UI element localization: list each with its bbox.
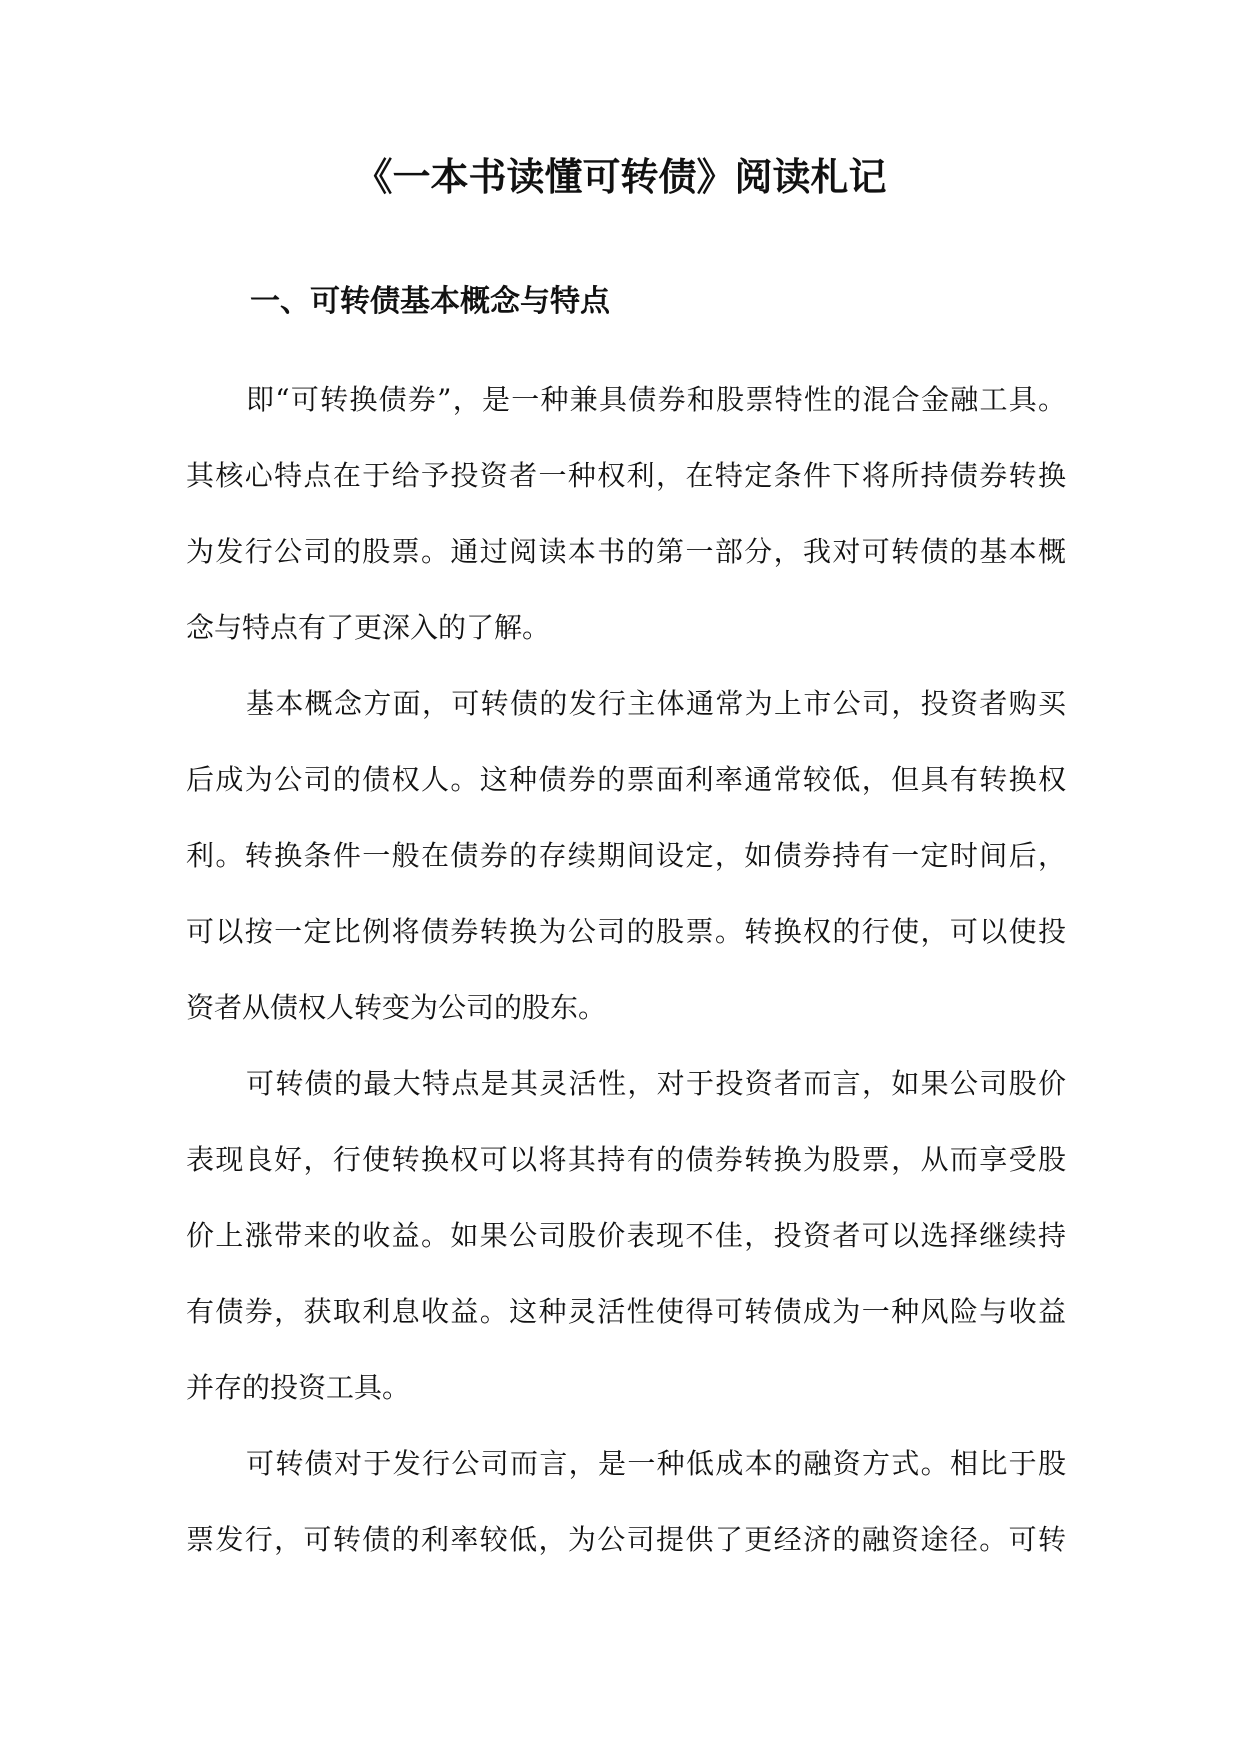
- section-heading: 一、可转债基本概念与特点: [250, 284, 610, 319]
- text-line: 表现良好，行使转换权可以将其持有的债券转换为股票，从而享受股: [186, 1143, 1066, 1176]
- text-line: 并存的投资工具。: [186, 1371, 411, 1404]
- paragraph-3: [186, 1046, 1066, 1426]
- text-line: 为发行公司的股票。通过阅读本书的第一部分，我对可转债的基本概: [186, 535, 1066, 568]
- paragraph-2: [186, 666, 1066, 1046]
- text-line: 可转债对于发行公司而言，是一种低成本的融资方式。相比于股: [246, 1447, 1066, 1480]
- text-line: 有债券，获取利息收益。这种灵活性使得可转债成为一种风险与收益: [186, 1295, 1066, 1328]
- text-line: 资者从债权人转变为公司的股东。: [186, 991, 607, 1024]
- text-line: 可以按一定比例将债券转换为公司的股票。转换权的行使，可以使投: [186, 915, 1066, 948]
- text-line: 价上涨带来的收益。如果公司股价表现不佳，投资者可以选择继续持: [186, 1219, 1066, 1252]
- document-title: 《一本书读懂可转债》阅读札记: [354, 155, 887, 199]
- text-line: 可转债的最大特点是其灵活性，对于投资者而言，如果公司股价: [246, 1067, 1066, 1100]
- text-line: 即“可转换债券”，是一种兼具债券和股票特性的混合金融工具。: [246, 383, 1066, 416]
- text-line: 利。转换条件一般在债券的存续期间设定，如债券持有一定时间后，: [186, 839, 1066, 872]
- text-line: 基本概念方面，可转债的发行主体通常为上市公司，投资者购买: [246, 687, 1066, 720]
- text-line: 后成为公司的债权人。这种债券的票面利率通常较低，但具有转换权: [186, 763, 1066, 796]
- paragraph-1: [186, 362, 1066, 666]
- body-text: [186, 362, 1066, 1578]
- paragraph-4: [186, 1426, 1066, 1578]
- text-line: 票发行，可转债的利率较低，为公司提供了更经济的融资途径。可转: [186, 1523, 1066, 1556]
- text-line: 念与特点有了更深入的了解。: [186, 611, 551, 644]
- text-line: 其核心特点在于给予投资者一种权利，在特定条件下将所持债券转换: [186, 459, 1066, 492]
